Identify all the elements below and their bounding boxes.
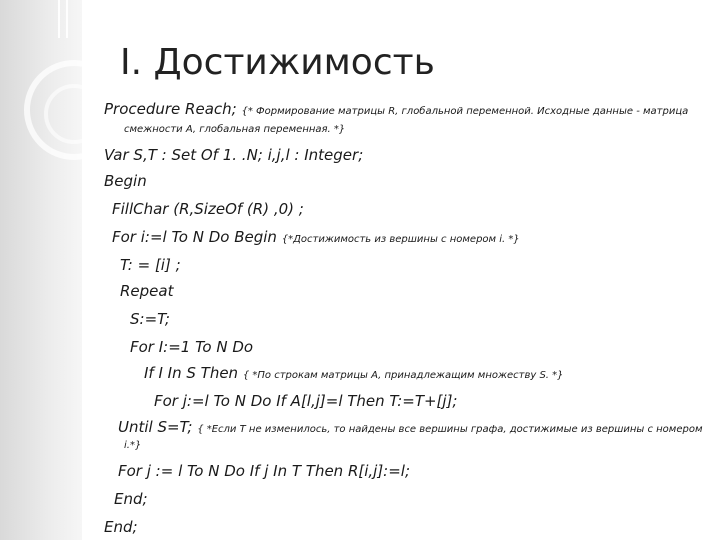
- code-line-begin: Begin: [104, 172, 147, 190]
- decorative-side-band: [0, 0, 82, 540]
- code-comment-continuation: смежности A, глобальная переменная. *}: [124, 124, 346, 135]
- code-comment: {*Достижимость из вершины с номером i. *}: [281, 234, 520, 245]
- code-comment: { *По строкам матрицы A, принадлежащим множеству S. *}: [242, 370, 564, 381]
- code-text: Procedure Reach;: [104, 100, 237, 118]
- code-line-for-i: [112, 228, 520, 246]
- code-line-for-j: For j:=l To N Do If A[l,j]=l Then T:=T+[j];: [154, 392, 458, 410]
- code-line-var: Var S,T : Set Of 1. .N; i,j,l : Integer;: [104, 146, 364, 164]
- code-text: Until S=T;: [118, 418, 193, 436]
- code-line-1: [104, 100, 688, 118]
- code-line-fillchar: FillChar (R,SizeOf (R) ,0) ;: [112, 200, 304, 218]
- code-line-end-outer: End;: [104, 518, 138, 536]
- code-line-if: [144, 364, 564, 382]
- code-line-until: [118, 418, 703, 436]
- code-text: If I In S Then: [144, 364, 239, 382]
- code-line-for-l: For I:=1 To N Do: [130, 338, 254, 356]
- decorative-line: [66, 0, 68, 38]
- code-line-for-j-result: For j := l To N Do If j In T Then R[i,j]:=l;: [118, 462, 411, 480]
- code-line-s-assign: S:=T;: [130, 310, 170, 328]
- code-comment-continuation: i.*}: [124, 440, 142, 451]
- decorative-line: [58, 0, 60, 38]
- slide-title: I. Достижимость: [120, 42, 435, 83]
- decorative-ring: [44, 84, 104, 144]
- code-comment: {* Формирование матрицы R, глобальной переменной. Исходные данные - матрица: [241, 106, 689, 117]
- code-line-t-assign: T: = [i] ;: [120, 256, 181, 274]
- code-line-repeat: Repeat: [120, 282, 174, 300]
- code-text: For i:=l To N Do Begin: [112, 228, 277, 246]
- code-comment: { *Если T не изменилось, то найдены все вершины графа, достижимые из вершины с номером: [197, 424, 703, 435]
- code-line-end-inner: End;: [114, 490, 148, 508]
